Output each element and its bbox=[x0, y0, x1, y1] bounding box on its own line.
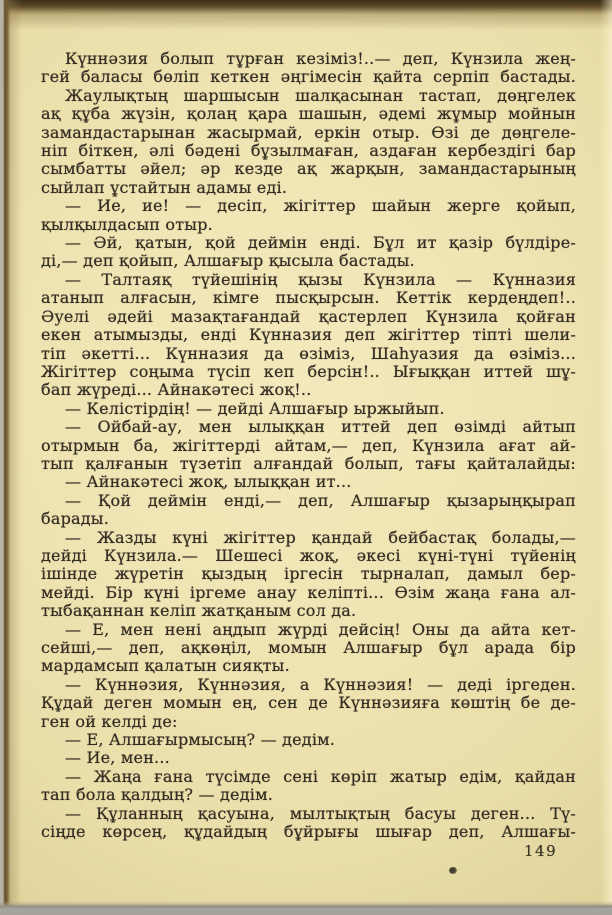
text-line: дейді Күнзила.— Шешесі жоқ, әкесі күні-түні түйенің bbox=[41, 545, 576, 565]
text-line: Жігіттер соңыма түсіп кеп берсін!.. Ығыққан иттей шұ- bbox=[41, 361, 576, 381]
text-line: — Келістірдің! — дейді Алшағыр ыржыйып. bbox=[65, 398, 445, 418]
text-line: атанып алғасын, кімге пысқырсын. Кеттік кердеңдеп!.. bbox=[41, 288, 576, 308]
text-line: сыйлап ұстайтын адамы еді. bbox=[41, 177, 288, 197]
text-block bbox=[41, 50, 576, 841]
text-line: тыбақаннан келіп жатқаным сол да. bbox=[41, 601, 357, 621]
text-line: бап жүреді... Айнакәтесі жоқ!.. bbox=[41, 380, 312, 400]
text-line: ді,— деп қойып, Алшағыр қысыла бастады. bbox=[41, 251, 415, 271]
text-line: қылқылдасып отыр. bbox=[41, 214, 213, 234]
text-line: — Айнакәтесі жоқ, ылыққан ит... bbox=[65, 472, 352, 492]
text-line: — Е, мен нені аңдып жүрді дейсің! Оны да айта кет- bbox=[65, 619, 576, 639]
text-line: — Жаңа ғана түсімде сені көріп жатыр едім, қайдан bbox=[65, 766, 576, 786]
text-line: — Қой деймін енді,— деп, Алшағыр қызарыңқырап bbox=[65, 490, 576, 510]
text-line: гей баласы бөліп кеткен әңгімесін қайта серпіп бастады. bbox=[41, 67, 576, 87]
text-line: сымбатты әйел; әр кезде ақ жарқын, замандастарының bbox=[41, 159, 576, 179]
text-line: барады. bbox=[41, 509, 110, 529]
text-line: — Құланның қасуына, мылтықтың басуы деген... Тү- bbox=[65, 803, 576, 823]
text-line: — Ойбай-ау, мен ылыққан иттей деп өзімді айтып bbox=[65, 417, 576, 437]
text-line: тып қалғанын түзетіп алғандай болып, тағы қайталайды: bbox=[41, 453, 576, 473]
text-line: Құдай деген момын ең, сен де Күннәзияға көштің бе де- bbox=[41, 693, 576, 713]
text-line: отырмын ба, жігіттерді айтам,— деп, Күнзила ағат ай- bbox=[41, 435, 576, 455]
scan-edge-left bbox=[0, 0, 22, 915]
text-line: мардамсып қалатын сияқты. bbox=[41, 656, 290, 676]
scan-edge-top bbox=[0, 0, 612, 30]
scan-edge-bottom bbox=[0, 901, 612, 915]
text-line: сіңде көрсең, құдайдың бұйрығы шығар деп, Алшағы- bbox=[41, 822, 576, 842]
text-line: — Ие, ие! — десіп, жігіттер шайын жерге қойып, bbox=[65, 196, 576, 216]
ink-speck bbox=[449, 867, 457, 874]
text-line: екен атымызды, енді Күнназия деп жігіттер тіпті шели- bbox=[41, 325, 576, 345]
text-line: — Е, Алшағырмысың? — дедім. bbox=[65, 730, 336, 750]
scan-edge-right bbox=[600, 0, 612, 915]
text-line: Әуелі әдейі мазақтағандай қастерлеп Күнзила қойған bbox=[41, 306, 576, 326]
text-line: мейді. Бір күні іргеме анау келіпті... Өзім жаңа ғана ал- bbox=[41, 582, 576, 602]
text-line: тіп әкетті... Күнназия да өзіміз, Шаһуазия да өзіміз... bbox=[41, 343, 576, 363]
text-line: ақ құба жүзін, қолаң қара шашын, әдемі жұмыр мойнын bbox=[41, 104, 576, 124]
page-number: 149 bbox=[524, 842, 558, 860]
text-line: ніп біткен, әлі бәдені бұзылмаған, аздаған кербездігі бар bbox=[41, 141, 576, 161]
text-line: — Ие, мен... bbox=[65, 748, 170, 768]
text-line: ген ой келді де: bbox=[41, 711, 178, 731]
text-line: тап бола қалдың? — дедім. bbox=[41, 785, 274, 805]
text-line: Жаулықтың шаршысын шалқасынан тастап, дөңгелек bbox=[65, 85, 576, 105]
text-line: — Әй, қатын, қой деймін енді. Бұл ит қазір бүлдіре- bbox=[65, 233, 576, 253]
text-line: сейші,— деп, ақкөңіл, момын Алшағыр бұл арада бір bbox=[41, 638, 576, 657]
text-line: — Жазды күні жігіттер қандай бейбастақ болады,— bbox=[65, 527, 576, 547]
text-line: ішінде жүретін қыздың іргесін тырналап, дамыл бер- bbox=[41, 564, 576, 584]
text-line: — Талтаяқ түйешінің қызы Күнзила — Күнназия bbox=[65, 269, 576, 289]
text-line: замандастарынан жасырмай, еркін отыр. Өзі де дөңгеле- bbox=[41, 122, 576, 142]
text-line: — Күннәзия, Күннәзия, а Күннәзия! — деді іргеден. bbox=[65, 674, 576, 694]
text-line: Күннәзия болып тұрған кезіміз!..— деп, Күнзила жең- bbox=[65, 49, 576, 68]
